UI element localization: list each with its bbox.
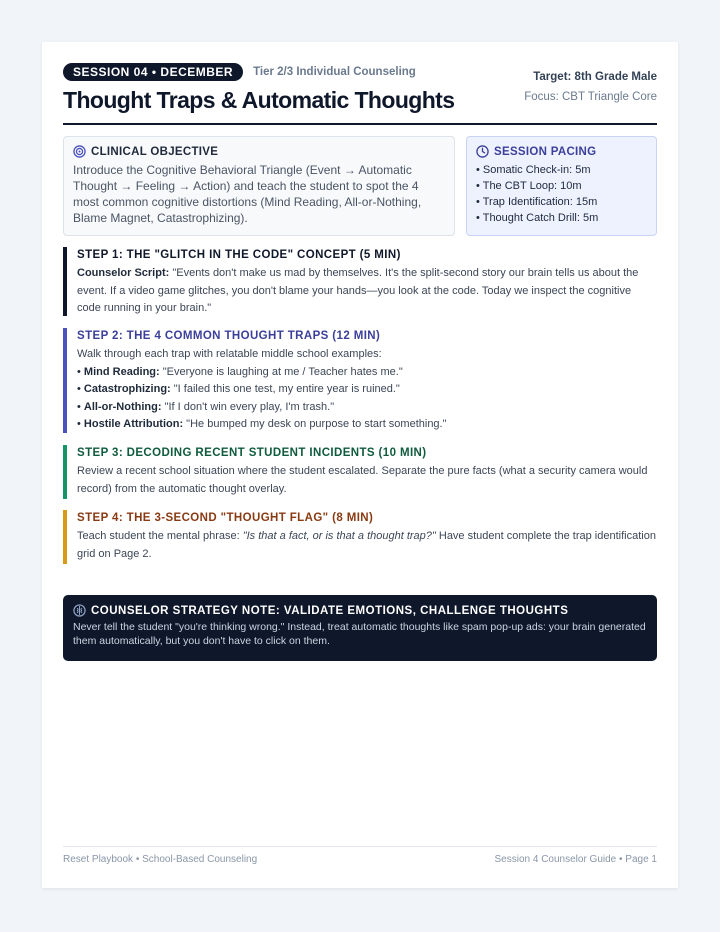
step-3-title: STEP 3: DECODING RECENT STUDENT INCIDENTS (10 MIN) — [77, 447, 427, 459]
thought-flag-phrase: "Is that a fact, or is that a thought trap?" — [242, 530, 436, 542]
footer-left: Reset Playbook • School-Based Counseling — [63, 854, 258, 865]
step-4 — [63, 510, 657, 564]
pacing-heading-text: SESSION PACING — [494, 145, 597, 158]
trap-example: "He bumped my desk on purpose to start something." — [183, 418, 447, 430]
step-2-body — [77, 346, 657, 434]
objective-text: Introduce the Cognitive Behavioral Triangle (Event → Automatic Thought → Feeling → Action) and teach the student to spot the 4 most common cognitive distortions (Mind Reading, All-or-Nothing, Blame Magnet, Catastrophizing). — [73, 163, 422, 225]
summary-boxes — [63, 136, 657, 236]
footer-right: Session 4 Counselor Guide • Page 1 — [494, 854, 657, 865]
session-pacing-box — [466, 136, 657, 236]
session-badge: SESSION 04 • DECEMBER — [63, 63, 243, 81]
trap-item — [77, 399, 657, 417]
trap-example: "Everyone is laughing at me / Teacher hates me." — [159, 365, 403, 378]
step-3-accent-bar — [63, 445, 67, 499]
step-4-title: STEP 4: THE 3-SECOND "THOUGHT FLAG" (8 MIN) — [77, 512, 374, 524]
trap-item — [77, 364, 657, 382]
trap-example: "If I don't win every play, I'm trash." — [161, 400, 335, 413]
steps-section — [63, 247, 657, 564]
trap-name: All-or-Nothing: — [83, 400, 162, 413]
step-1-body — [77, 265, 657, 318]
trap-example: "I failed this one test, my entire year is ruined." — [170, 383, 400, 395]
document-header — [63, 63, 657, 125]
step-4-text-after: Have student complete the trap identification grid on Page 2. — [77, 530, 656, 560]
brain-icon — [73, 604, 86, 617]
step-4-accent-bar — [63, 510, 67, 564]
clinical-objective-box — [63, 136, 455, 236]
page-title: Thought Traps & Automatic Thoughts — [63, 87, 455, 113]
step-4-body — [77, 528, 657, 563]
step-2 — [63, 328, 657, 433]
step-3 — [63, 445, 657, 499]
objective-heading — [73, 145, 445, 158]
trap-name: Mind Reading: — [83, 365, 160, 378]
objective-heading-text: CLINICAL OBJECTIVE — [91, 145, 219, 158]
page-footer — [63, 846, 657, 865]
pacing-item: • Thought Catch Drill: 5m — [476, 210, 647, 226]
strategy-note — [63, 595, 657, 661]
pacing-item: • Somatic Check-in: 5m — [476, 162, 647, 178]
step-3-body: Review a recent school situation where the student escalated. Separate the pure facts (what a security camera would record) from the automatic thought overlay. — [77, 465, 648, 495]
step-1-accent-bar — [63, 247, 67, 316]
trap-item — [77, 416, 657, 434]
script-text: "Events don't make us mad by themselves. It's the split-second story our brain tells us about the event. If a video game glitches, you don't blame your hands—you look at the code. Today we inspect the cognitive code running in your brain." — [77, 267, 639, 314]
script-label: Counselor Script: — [77, 267, 170, 279]
page-content — [63, 63, 657, 647]
trap-item — [77, 381, 657, 399]
document-page — [42, 42, 678, 888]
clock-icon — [476, 145, 489, 158]
strategy-note-heading — [73, 604, 647, 617]
step-4-text-before: Teach student the mental phrase: — [77, 530, 243, 542]
step-2-intro: Walk through each trap with relatable middle school examples: — [77, 348, 382, 360]
step-2-title: STEP 2: THE 4 COMMON THOUGHT TRAPS (12 MIN) — [77, 330, 381, 342]
pacing-item: • Trap Identification: 15m — [476, 194, 647, 210]
header-right — [524, 71, 657, 103]
pacing-item: • The CBT Loop: 10m — [476, 178, 647, 194]
trap-name: Catastrophizing: — [83, 383, 171, 395]
badge-row — [63, 63, 454, 81]
pacing-list — [476, 162, 647, 226]
target-icon — [73, 145, 86, 158]
tier-label: Tier 2/3 Individual Counseling — [253, 66, 416, 78]
header-left — [63, 63, 454, 114]
target-label: Target: 8th Grade Male — [533, 71, 657, 83]
step-1-title: STEP 1: THE "GLITCH IN THE CODE" CONCEPT (5 MIN) — [77, 249, 401, 261]
focus-label: Focus: CBT Triangle Core — [524, 91, 657, 103]
strategy-note-text: Never tell the student "you're thinking wrong." Instead, treat automatic thoughts like spam pop-up ads: your brain generated them automatically, but you don't have to click on them. — [73, 621, 646, 647]
strategy-note-title: COUNSELOR STRATEGY NOTE: VALIDATE EMOTIONS, CHALLENGE THOUGHTS — [91, 604, 569, 617]
step-2-accent-bar — [63, 328, 67, 433]
trap-name: Hostile Attribution: — [83, 418, 184, 430]
pacing-heading — [476, 145, 647, 158]
step-1 — [63, 247, 657, 316]
